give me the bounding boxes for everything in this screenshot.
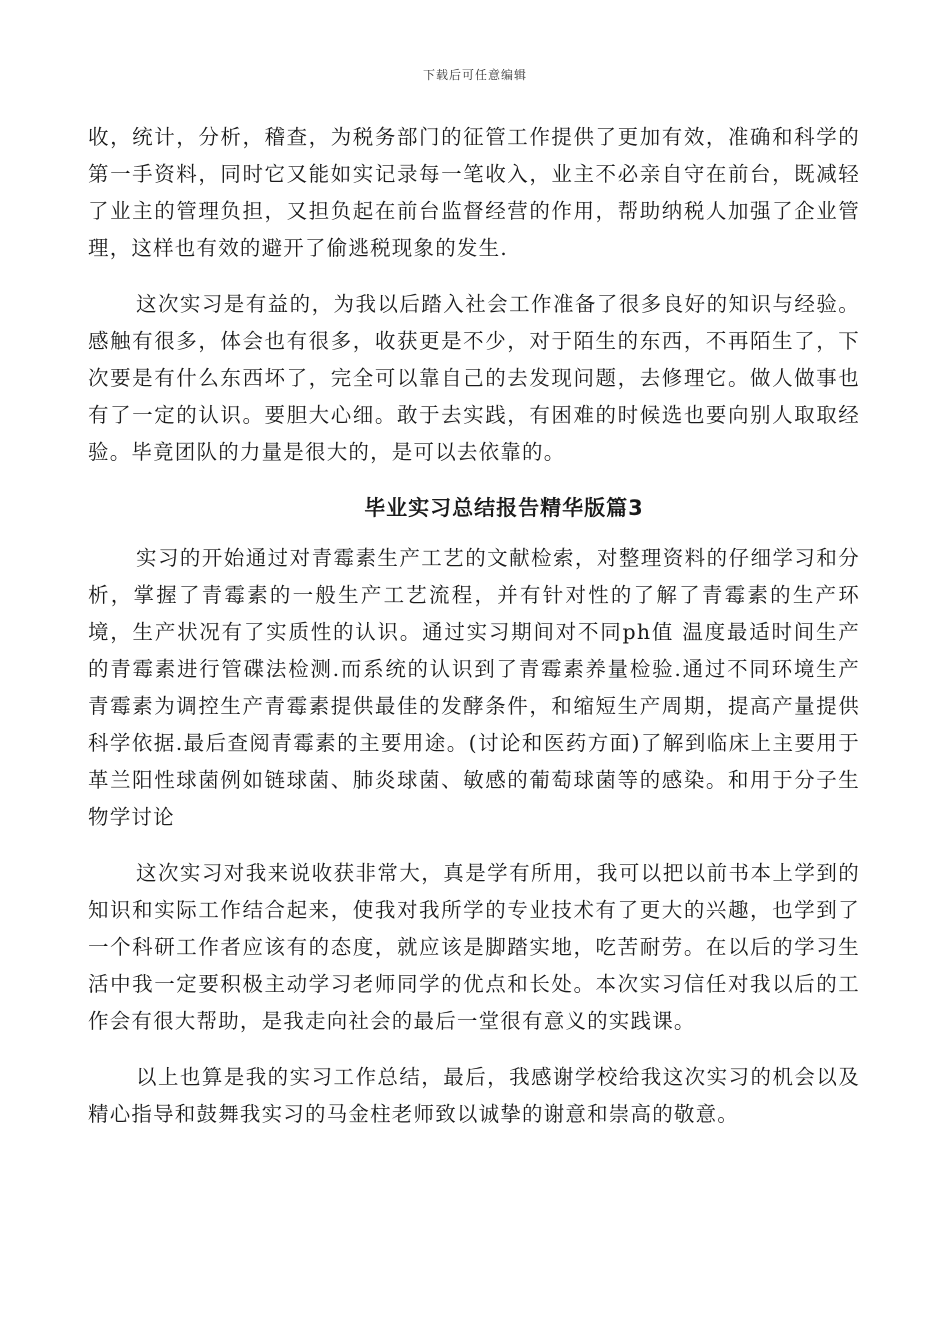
paragraph-gap (88, 836, 860, 855)
paragraph-gap (88, 527, 860, 540)
paragraph-penicillin: 实习的开始通过对青霉素生产工艺的文献检索，对整理资料的仔细学习和分析，掌握了青霉素的一般生产工艺流程，并有针对性的了解了青霉素的生产环境，生产状况有了实质性的认识。通过实习期间对不同ph值 温度最适时间生产的青霉素进行管碟法检测.而系统的认识到了青霉素养量检验.通过不同环境生产青霉素为调控生产青霉素提供最佳的发酵条件，和缩短生产周期，提高产量提供科学依据.最后查阅青霉素的主要用途。(讨论和医药方面)了解到临床上主要用于革兰阳性球菌例如链球菌、肺炎球菌、敏感的葡萄球菌等的感染。和用于分子生物学讨论 (88, 546, 860, 829)
paragraph-thanks: 以上也算是我的实习工作总结，最后，我感谢学校给我这次实习的机会以及精心指导和鼓舞我实习的马金柱老师致以诚挚的谢意和崇高的敬意。 (88, 1065, 860, 1126)
paragraph-gap (88, 471, 860, 490)
paragraph-continuation: 收，统计，分析，稽查，为税务部门的征管工作提供了更加有效，准确和科学的第一手资料，同时它又能如实记录每一笔收入，业主不必亲自守在前台，既减轻了业主的管理负担，又担负起在前台监督经营的作用，帮助纳税人加强了企业管理，这样也有效的避开了偷逃税现象的发生. (88, 125, 860, 260)
page-header-note: 下载后可任意编辑 (422, 68, 527, 82)
paragraph-internship-benefit: 这次实习是有益的，为我以后踏入社会工作准备了很多良好的知识与经验。 感触有很多，体会也有很多，收获更是不少，对于陌生的东西，不再陌生了，下次要是有什么东西坏了，完全可以靠自己的去发现问题，去修理它。做人做事也有了一定的认识。要胆大心细。敢于去实践，有困难的时候选也要向别人取取经验。毕竟团队的力量是很大的，是可以去依靠的。 (88, 292, 860, 464)
document-body (88, 119, 860, 1133)
paragraph-gap (88, 1040, 860, 1059)
paragraph-harvest: 这次实习对我来说收获非常大，真是学有所用，我可以把以前书本上学到的知识和实际工作结合起来，使我对我所学的专业技术有了更大的兴趣，也学到了一个科研工作者应该有的态度，就应该是脚踏实地，吃苦耐劳。在以后的学习生活中我一定要积极主动学习老师同学的优点和长处。本次实习信任对我以后的工作会有很大帮助，是我走向社会的最后一堂很有意义的实践课。 (88, 861, 860, 1033)
section-title: 毕业实习总结报告精华版篇3 (364, 496, 644, 520)
paragraph-gap (88, 267, 860, 286)
